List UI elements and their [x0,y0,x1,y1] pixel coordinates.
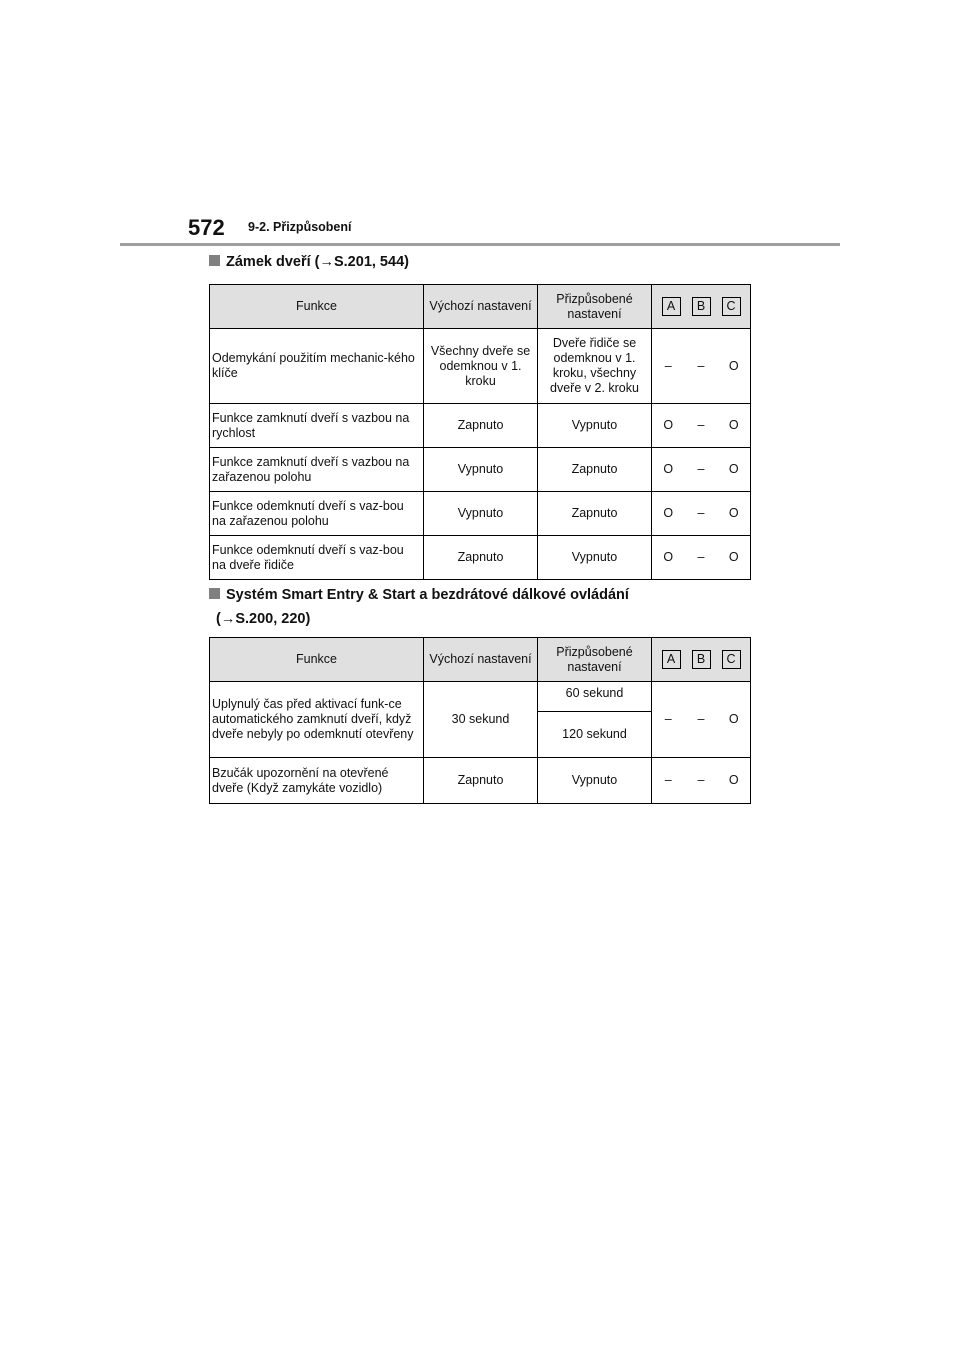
mark-c: O [718,682,751,758]
col-header-abc [652,285,751,329]
mark-a: O [652,404,685,448]
function-cell: Odemykání použitím mechanic-kého klíče [210,329,424,404]
table-row [210,404,751,448]
default-cell: Vypnuto [424,492,538,536]
mark-a: O [652,448,685,492]
custom-cell: Vypnuto [538,536,652,580]
col-header-function: Funkce [210,638,424,682]
bullet-square-icon [209,255,220,266]
table-header-row [210,638,751,682]
default-cell: 30 sekund [424,682,538,758]
default-cell: Všechny dveře se odemknou v 1. kroku [424,329,538,404]
smart-entry-heading-line2: (→S.200, 220) [216,611,311,627]
table-row [210,682,751,712]
mark-a: – [652,682,685,758]
mark-b: – [685,448,718,492]
default-cell: Zapnuto [424,536,538,580]
col-header-default: Výchozí nastavení [424,638,538,682]
bullet-square-icon [209,588,220,599]
mark-c: O [718,536,751,580]
function-cell: Funkce odemknutí dveří s vaz-bou na zařazenou polohu [210,492,424,536]
col-header-c: C [722,297,741,316]
header-divider [120,243,840,246]
door-lock-heading-text: Zámek dveří (→S.201, 544) [226,254,409,270]
col-header-abc [652,638,751,682]
function-cell: Funkce zamknutí dveří s vazbou na zařazenou polohu [210,448,424,492]
custom-cell: Vypnuto [538,404,652,448]
custom-cell: 120 sekund [538,712,652,758]
mark-a: – [652,329,685,404]
col-header-a: A [662,650,681,669]
col-header-custom: Přizpůsobené nastavení [538,638,652,682]
smart-entry-table [209,637,751,804]
smart-entry-heading-line1: Systém Smart Entry & Start a bezdrátové dálkové ovládání [226,587,629,603]
mark-a: O [652,492,685,536]
custom-cell: Zapnuto [538,448,652,492]
col-header-c: C [722,650,741,669]
default-cell: Vypnuto [424,448,538,492]
custom-cell: Zapnuto [538,492,652,536]
custom-cell: Vypnuto [538,758,652,804]
col-header-function: Funkce [210,285,424,329]
default-cell: Zapnuto [424,758,538,804]
col-header-b: B [692,650,711,669]
door-lock-heading [209,250,769,274]
table-row [210,492,751,536]
door-lock-table [209,284,751,580]
function-cell: Uplynulý čas před aktivací funk-ce automatického zamknutí dveří, když dveře nebyly po odemknutí otevřeny [210,682,424,758]
table-row [210,448,751,492]
mark-c: O [718,329,751,404]
function-cell: Funkce zamknutí dveří s vazbou na rychlost [210,404,424,448]
table-row [210,329,751,404]
mark-b: – [685,329,718,404]
col-header-a: A [662,297,681,316]
mark-b: – [685,682,718,758]
col-header-custom: Přizpůsobené nastavení [538,285,652,329]
mark-b: – [685,492,718,536]
mark-a: – [652,758,685,804]
section-title: 9-2. Přizpůsobení [248,220,352,234]
mark-a: O [652,536,685,580]
mark-c: O [718,404,751,448]
mark-b: – [685,404,718,448]
table-row [210,536,751,580]
mark-b: – [685,758,718,804]
mark-b: – [685,536,718,580]
custom-cell: 60 sekund [538,682,652,712]
default-cell: Zapnuto [424,404,538,448]
mark-c: O [718,448,751,492]
mark-c: O [718,758,751,804]
custom-cell: Dveře řidiče se odemknou v 1. kroku, všechny dveře v 2. kroku [538,329,652,404]
col-header-b: B [692,297,711,316]
function-cell: Funkce odemknutí dveří s vaz-bou na dveře řidiče [210,536,424,580]
col-header-default: Výchozí nastavení [424,285,538,329]
smart-entry-heading [209,583,769,631]
page-number: 572 [188,215,225,240]
function-cell: Bzučák upozornění na otevřené dveře (Když zamykáte vozidlo) [210,758,424,804]
table-row [210,758,751,804]
mark-c: O [718,492,751,536]
table-header-row [210,285,751,329]
